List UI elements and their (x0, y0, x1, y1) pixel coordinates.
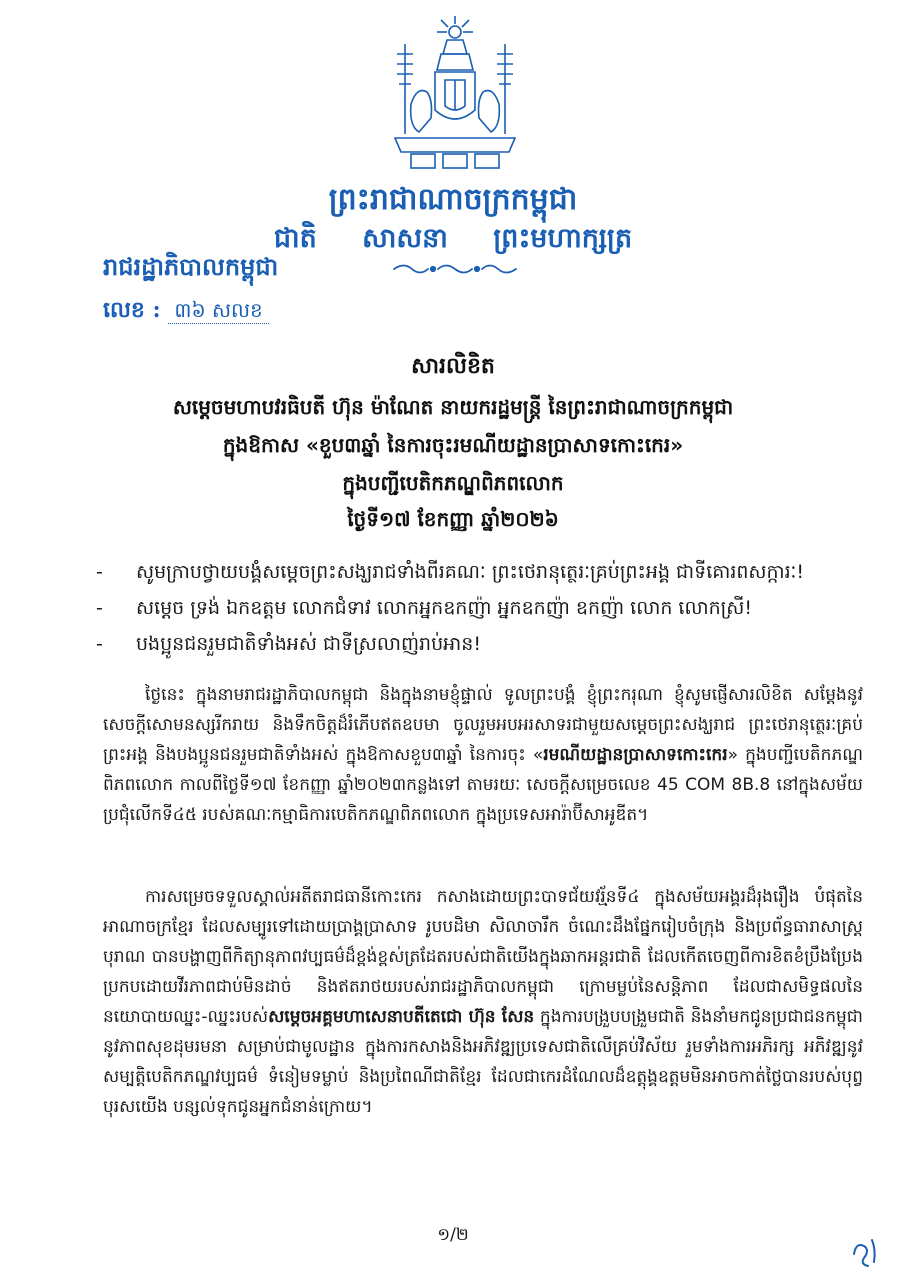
page-number: ១/២ (437, 1225, 469, 1245)
body-paragraph-2: ការសម្រេចទទួលស្គាល់អតីតរាជធានីកោះកេរ កសាងដោយព្រះបាទជ័យវរ្ម័នទី៤ ក្នុងសម័យអង្គរដ៏រុងរឿង បំផុតនៃអាណាចក្រខ្មែរ ដែលសម្បូរទៅដោយប្រាង្គប្រាសាទ រូបបដិមា សិលាចារឹក ចំណេះដឹងផ្នែករៀបចំក្រុង និងប្រព័ន្ធធារាសាស្ត្របុរាណ បានបង្ហាញពីកិត្យានុភាពវប្បធម៌ដ៏ខ្ពង់ខ្ពស់ត្រដែតរបស់ជាតិយើងក្នុងឆាកអន្តរជាតិ ដែលកើតចេញពីការខិតខំប្រឹងប្រែងប្រកបដោយវីរភាពជាប់មិនដាច់ និងឥតរាថយរបស់រាជរដ្ឋាភិបាលកម្ពុជា ក្រោមម្លប់នៃសន្តិភាព ដែលជាសមិទ្ធផលនៃនយោបាយឈ្នះ-ឈ្នះរបស់សម្តេចអគ្គមហាសេនាបតីតេជោ ហ៊ុន សែន ក្នុងការបង្រួបបង្រួមជាតិ និងនាំមកជូនប្រជាជនកម្ពុជានូវភាពសុខដុមរមនា សម្រាប់ជាមូលដ្ឋាន ក្នុងការកសាងនិងអភិវឌ្ឍប្រទេសជាតិលើគ្រប់វិស័យ រួមទាំងការអភិរក្ស អភិវឌ្ឍនូវសម្បត្តិបេតិកភណ្ឌវប្បធម៌ ទំនៀមទម្លាប់ និងប្រពៃណីជាតិខ្មែរ ដែលជាកេរដំណែលដ៏ឧត្តុង្គឧត្តមមិនអាចកាត់ថ្លៃបានរបស់បុព្វបុរសយើង បន្សល់ទុកជូនអ្នកជំនាន់ក្រោយ។ (103, 887, 863, 1117)
greeting-item: - សម្តេច ទ្រង់ ឯកឧត្តម លោកជំទាវ លោកអ្នកឧកញ៉ា អ្នកឧកញ៉ា ឧកញ៉ា លោក លោកស្រី! (96, 597, 753, 619)
title-line-1: សម្តេចមហាបវរធិបតី ហ៊ុន ម៉ាណែត នាយករដ្ឋមន្ត្រី នៃព្រះរាជាណាចក្រកម្ពុជា (172, 395, 734, 419)
royal-emblem-icon (375, 14, 535, 174)
motto-king: ព្រះមហាក្សត្រ (493, 223, 633, 254)
motto-nation: ជាតិ (273, 223, 317, 254)
document-type: សារលិខិត (411, 354, 495, 379)
kingdom-title: ព្រះរាជាណាចក្រកម្ពុជា (328, 182, 578, 217)
greetings-list (96, 562, 856, 670)
title-line-3: ក្នុងបញ្ជីបេតិកភណ្ឌពិភពលោក (342, 471, 564, 495)
greeting-item: - បងប្អូនជនរួមជាតិទាំងអស់ ជាទីស្រលាញ់រាប់អាន! (96, 633, 481, 655)
body-paragraph-1: ថ្ងៃនេះ ក្នុងនាមរាជរដ្ឋាភិបាលកម្ពុជា និងក្នុងនាមខ្ញុំផ្ទាល់ ទូលព្រះបង្គំ ខ្ញុំព្រះករុណា ខ្ញុំសូមផ្ញើសារលិខិត សម្តែងនូវសេចក្តីសោមនស្សរីករាយ និងទឹកចិត្តដ៏រំភើបឥតឧបមា ចូលរួមអបអរសាទរជាមួយសម្តេចព្រះសង្ឃរាជ ព្រះថេរានុត្ថេរៈគ្រប់ព្រះអង្គ និងបងប្អូនជនរួមជាតិទាំងអស់ ក្នុងឱកាសខួប៣ឆ្នាំ នៃការចុះ «រមណីយដ្ឋានប្រាសាទកោះកេរ» ក្នុងបញ្ជីបេតិកភណ្ឌពិភពលោក កាលពីថ្ងៃទី១៧ ខែកញ្ញា ឆ្នាំ២០២៣កន្លងទៅ តាមរយៈ សេចក្តីសម្រេចលេខ 45 COM 8B.8 នៅក្នុងសម័យប្រជុំលើកទី៤៥ របស់គណៈកម្មាធិការបេតិកភណ្ឌពិភពលោក ក្នុងប្រទេសអារ៉ាប៊ីសាអូឌីត។ (103, 685, 863, 825)
ornament-icon (390, 258, 520, 280)
reference-value: ៣៦ សលខ (168, 298, 268, 324)
reference-number (103, 296, 269, 328)
government-name: រាជរដ្ឋាភិបាលកម្ពុជា (103, 252, 279, 281)
initials-mark (846, 1232, 886, 1272)
title-line-2: ក្នុងឱកាស «ខួប៣ឆ្នាំ នៃការចុះរមណីយដ្ឋានប្រាសាទកោះកេរ» (222, 433, 684, 457)
motto-religion: សាសនា (362, 223, 448, 254)
document-date: ថ្ងៃទី១៧ ខែកញ្ញា ឆ្នាំ២០២៦ (347, 507, 559, 531)
greeting-item: - សូមក្រាបថ្វាយបង្គំសម្តេចព្រះសង្ឃរាជទាំងពីរគណៈ ព្រះថេរានុត្ថេរៈគ្រប់ព្រះអង្គ ជាទីគោរពសក្ការៈ! (96, 561, 805, 583)
reference-label: លេខ : (103, 297, 161, 323)
leader-name: សម្តេចអគ្គមហាសេនាបតីតេជោ ហ៊ុន សែន (268, 1007, 535, 1027)
site-name: រមណីយដ្ឋានប្រាសាទកោះកេរ (543, 745, 728, 765)
